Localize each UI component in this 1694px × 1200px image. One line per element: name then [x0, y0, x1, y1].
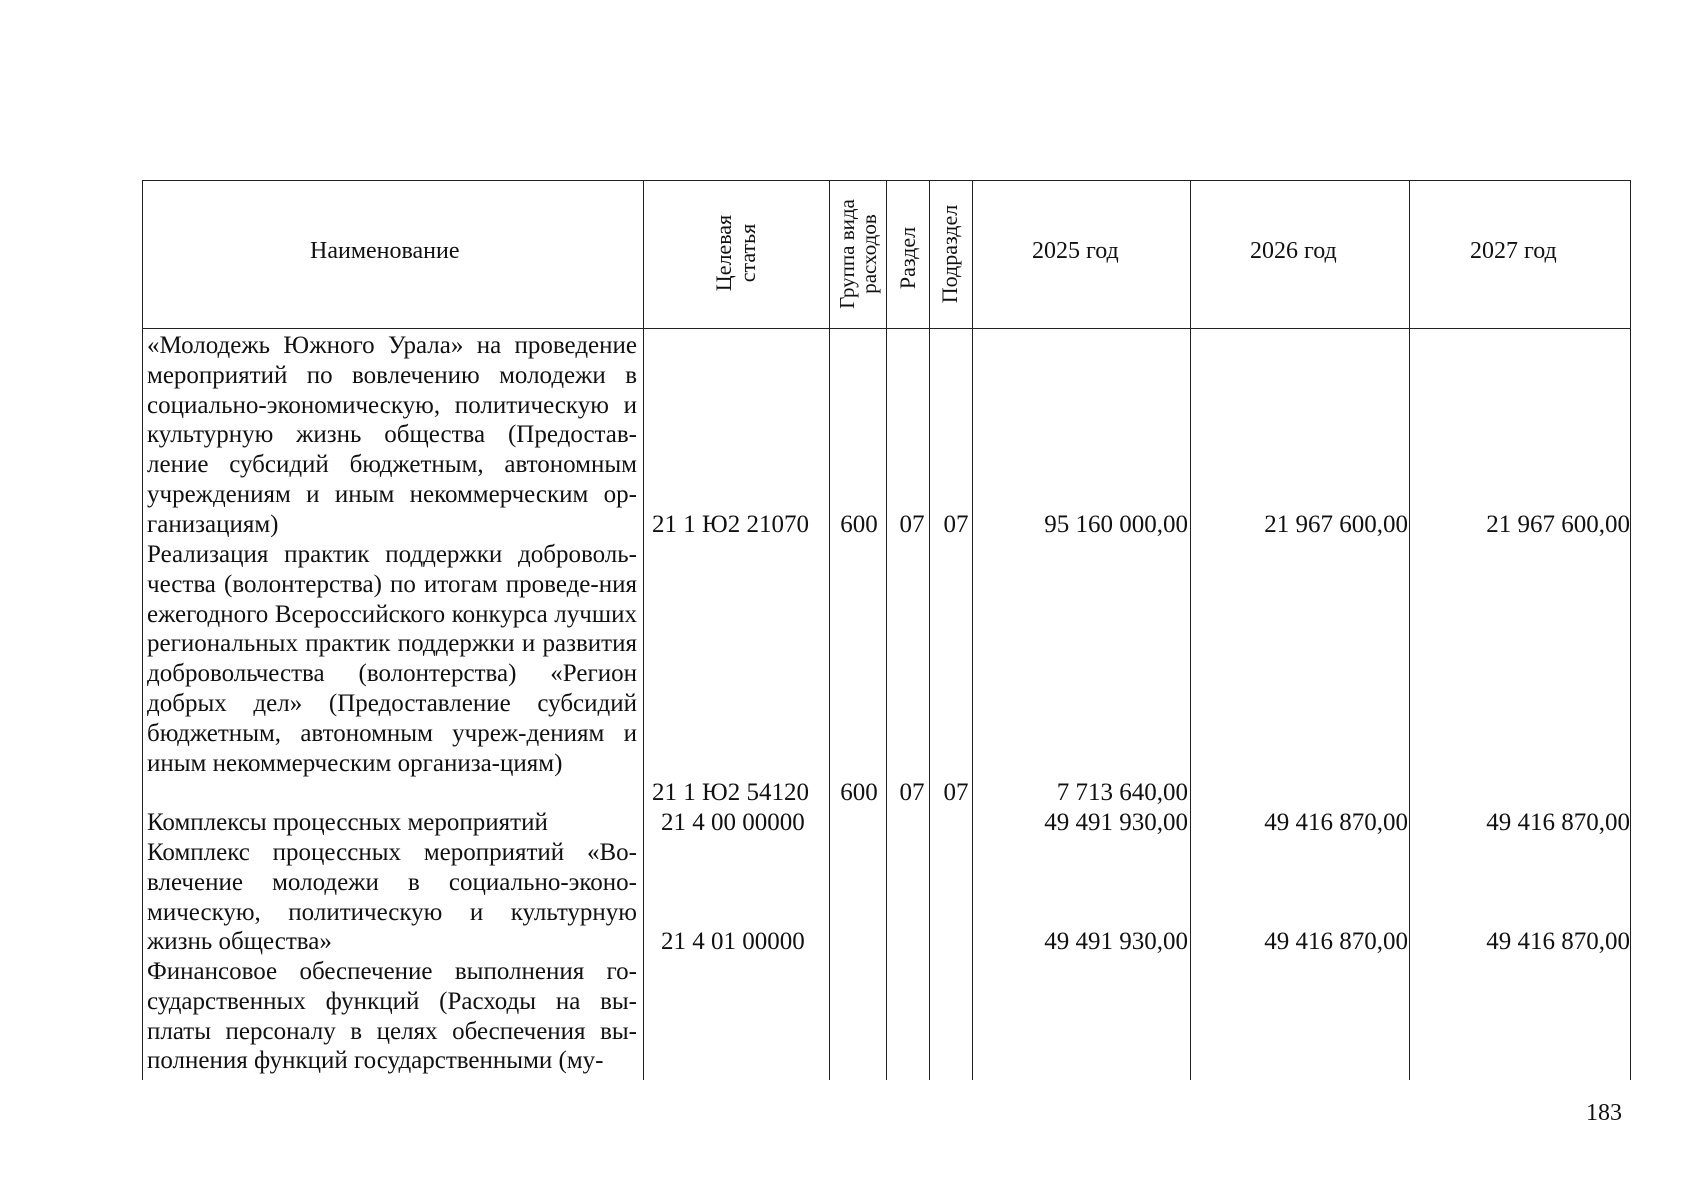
- header-subsection-label: Подраздел: [937, 204, 962, 304]
- row-4-2025: 49 491 930,00: [1044, 928, 1188, 955]
- row-3-target: 21 4 00 00000: [661, 809, 805, 836]
- header-target-article: [712, 215, 760, 291]
- page-number: 183: [1586, 1100, 1622, 1126]
- row-1-2027: 21 967 600,00: [1486, 511, 1630, 538]
- row-2-name: Реализация практик поддержки доброволь-чества (волонтерства) по итогам проведе-ния ежегодного Всероссийского конкурса лучших региональных практик поддержки и развития добровольчества (волонтерства) «Регион добрых дел» (Предоставление субсидий бюджетным, автономным учреж-дениям и иным некоммерческим организа-циям): [147, 541, 637, 777]
- column-border-subsection: [972, 180, 973, 1080]
- header-section: [896, 227, 920, 289]
- row-2-2025: 7 713 640,00: [1056, 779, 1188, 806]
- column-border-right: [1630, 180, 1631, 1080]
- row-1-target: 21 1 Ю2 21070: [652, 511, 809, 538]
- row-1-2025: 95 160 000,00: [1044, 511, 1188, 538]
- row-1-name: «Молодежь Южного Урала» на проведение мероприятий по вовлечению молодежи в социально-экономическую, политическую и культурную жизнь общества (Предостав-ление субсидий бюджетным, автономным учреждениям и иным некоммерческим ор-ганизациям): [147, 332, 637, 538]
- row-1-group: 600: [840, 511, 878, 538]
- column-border-name: [643, 180, 644, 1080]
- row-3-name: Комплексы процессных мероприятий: [147, 809, 548, 836]
- header-target-line1: Целевая: [711, 214, 736, 292]
- column-border-group: [886, 180, 887, 1080]
- row-4-target: 21 4 01 00000: [661, 928, 805, 955]
- header-year-2025: 2025 год: [1032, 238, 1119, 264]
- column-border-2026: [1409, 180, 1410, 1080]
- header-year-2027: 2027 год: [1470, 238, 1557, 264]
- row-3-2027: 49 416 870,00: [1486, 809, 1630, 836]
- column-border-section: [929, 180, 930, 1080]
- column-border-target: [829, 180, 830, 1080]
- row-3-2025: 49 491 930,00: [1044, 809, 1188, 836]
- header-year-2026: 2026 год: [1250, 238, 1337, 264]
- header-group-line2: расходов: [857, 214, 881, 294]
- row-5-name: Финансовое обеспечение выполнения го-сударственных функций (Расходы на вы-платы персоналу в целях обеспечения вы-полнения функций государственными (му-: [147, 958, 637, 1075]
- row-4-2027: 49 416 870,00: [1486, 928, 1630, 955]
- row-4-name: Комплекс процессных мероприятий «Во-влечение молодежи в социально-эконо-мическую, политическую и культурную жизнь общества»: [147, 839, 637, 956]
- row-2-target: 21 1 Ю2 54120: [652, 779, 809, 806]
- row-3-2026: 49 416 870,00: [1264, 809, 1408, 836]
- header-expense-group: [836, 199, 880, 309]
- row-1-section: 07: [899, 511, 925, 538]
- column-border-2025: [1190, 180, 1191, 1080]
- row-4-2026: 49 416 870,00: [1264, 928, 1408, 955]
- row-1-subsection: 07: [943, 511, 969, 538]
- row-2-subsection: 07: [943, 779, 969, 806]
- header-subsection: [938, 205, 962, 303]
- row-2-group: 600: [840, 779, 878, 806]
- column-border-left: [142, 180, 143, 1080]
- header-name: Наименование: [310, 238, 460, 264]
- row-2-section: 07: [899, 779, 925, 806]
- row-1-2026: 21 967 600,00: [1264, 511, 1408, 538]
- header-section-label: Раздел: [895, 226, 920, 290]
- header-group-line1: Группа вида: [835, 199, 859, 309]
- header-target-line2: статья: [735, 223, 760, 283]
